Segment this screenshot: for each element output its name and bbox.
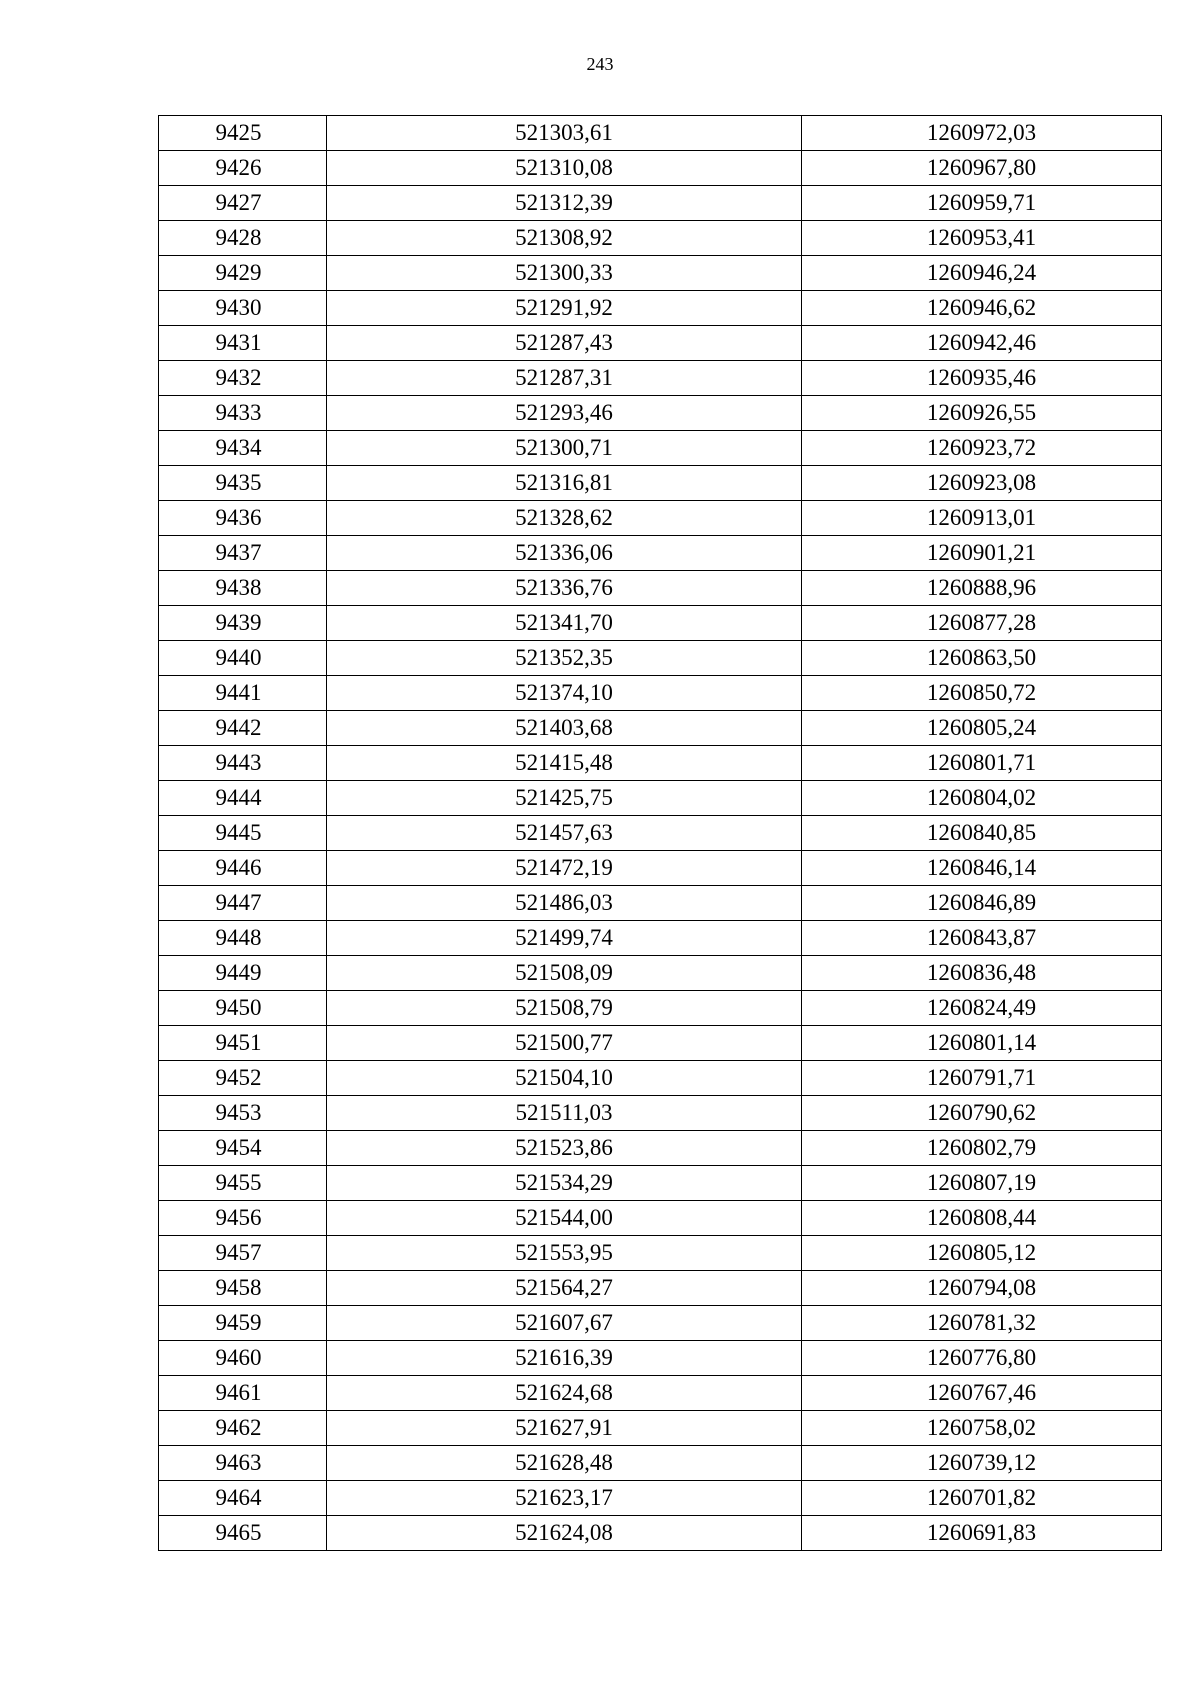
- point-number-cell: 9462: [159, 1411, 327, 1446]
- table-row: [159, 711, 1162, 746]
- table-row: [159, 1236, 1162, 1271]
- point-number-cell: 9452: [159, 1061, 327, 1096]
- y-coordinate-cell: 1260807,19: [802, 1166, 1162, 1201]
- point-number-cell: 9433: [159, 396, 327, 431]
- y-coordinate-cell: 1260790,62: [802, 1096, 1162, 1131]
- x-coordinate-cell: 521316,81: [327, 466, 802, 501]
- table-row: [159, 746, 1162, 781]
- y-coordinate-cell: 1260808,44: [802, 1201, 1162, 1236]
- point-number-cell: 9431: [159, 326, 327, 361]
- y-coordinate-cell: 1260824,49: [802, 991, 1162, 1026]
- x-coordinate-cell: 521508,09: [327, 956, 802, 991]
- point-number-cell: 9425: [159, 116, 327, 151]
- x-coordinate-cell: 521287,43: [327, 326, 802, 361]
- table-row: [159, 221, 1162, 256]
- table-row: [159, 1411, 1162, 1446]
- point-number-cell: 9458: [159, 1271, 327, 1306]
- table-row: [159, 396, 1162, 431]
- x-coordinate-cell: 521336,76: [327, 571, 802, 606]
- x-coordinate-cell: 521553,95: [327, 1236, 802, 1271]
- y-coordinate-cell: 1260781,32: [802, 1306, 1162, 1341]
- x-coordinate-cell: 521500,77: [327, 1026, 802, 1061]
- table-row: [159, 781, 1162, 816]
- x-coordinate-cell: 521352,35: [327, 641, 802, 676]
- y-coordinate-cell: 1260923,72: [802, 431, 1162, 466]
- y-coordinate-cell: 1260791,71: [802, 1061, 1162, 1096]
- point-number-cell: 9429: [159, 256, 327, 291]
- table-row: [159, 1376, 1162, 1411]
- point-number-cell: 9444: [159, 781, 327, 816]
- point-number-cell: 9450: [159, 991, 327, 1026]
- x-coordinate-cell: 521300,33: [327, 256, 802, 291]
- table-row: [159, 1446, 1162, 1481]
- point-number-cell: 9443: [159, 746, 327, 781]
- y-coordinate-cell: 1260942,46: [802, 326, 1162, 361]
- y-coordinate-cell: 1260946,24: [802, 256, 1162, 291]
- y-coordinate-cell: 1260901,21: [802, 536, 1162, 571]
- y-coordinate-cell: 1260843,87: [802, 921, 1162, 956]
- y-coordinate-cell: 1260691,83: [802, 1516, 1162, 1551]
- table-row: [159, 431, 1162, 466]
- table-row: [159, 956, 1162, 991]
- x-coordinate-cell: 521544,00: [327, 1201, 802, 1236]
- y-coordinate-cell: 1260972,03: [802, 116, 1162, 151]
- table-row: [159, 676, 1162, 711]
- y-coordinate-cell: 1260923,08: [802, 466, 1162, 501]
- table-row: [159, 991, 1162, 1026]
- table-row: [159, 326, 1162, 361]
- table-row: [159, 536, 1162, 571]
- x-coordinate-cell: 521511,03: [327, 1096, 802, 1131]
- table-row: [159, 151, 1162, 186]
- x-coordinate-cell: 521425,75: [327, 781, 802, 816]
- x-coordinate-cell: 521336,06: [327, 536, 802, 571]
- point-number-cell: 9437: [159, 536, 327, 571]
- coordinates-table: [158, 115, 1162, 1551]
- x-coordinate-cell: 521523,86: [327, 1131, 802, 1166]
- y-coordinate-cell: 1260846,89: [802, 886, 1162, 921]
- y-coordinate-cell: 1260840,85: [802, 816, 1162, 851]
- y-coordinate-cell: 1260805,24: [802, 711, 1162, 746]
- table-row: [159, 1516, 1162, 1551]
- table-row: [159, 1026, 1162, 1061]
- point-number-cell: 9436: [159, 501, 327, 536]
- x-coordinate-cell: 521300,71: [327, 431, 802, 466]
- y-coordinate-cell: 1260701,82: [802, 1481, 1162, 1516]
- table-row: [159, 466, 1162, 501]
- x-coordinate-cell: 521486,03: [327, 886, 802, 921]
- table-row: [159, 886, 1162, 921]
- table-row: [159, 361, 1162, 396]
- point-number-cell: 9448: [159, 921, 327, 956]
- point-number-cell: 9457: [159, 1236, 327, 1271]
- y-coordinate-cell: 1260801,71: [802, 746, 1162, 781]
- y-coordinate-cell: 1260946,62: [802, 291, 1162, 326]
- x-coordinate-cell: 521564,27: [327, 1271, 802, 1306]
- table-row: [159, 606, 1162, 641]
- point-number-cell: 9445: [159, 816, 327, 851]
- table-row: [159, 571, 1162, 606]
- table-row: [159, 921, 1162, 956]
- table-row: [159, 256, 1162, 291]
- coordinates-table-body: [159, 116, 1162, 1551]
- table-row: [159, 1481, 1162, 1516]
- point-number-cell: 9439: [159, 606, 327, 641]
- x-coordinate-cell: 521607,67: [327, 1306, 802, 1341]
- y-coordinate-cell: 1260836,48: [802, 956, 1162, 991]
- table-row: [159, 1166, 1162, 1201]
- x-coordinate-cell: 521627,91: [327, 1411, 802, 1446]
- x-coordinate-cell: 521312,39: [327, 186, 802, 221]
- y-coordinate-cell: 1260863,50: [802, 641, 1162, 676]
- point-number-cell: 9427: [159, 186, 327, 221]
- table-row: [159, 1341, 1162, 1376]
- y-coordinate-cell: 1260776,80: [802, 1341, 1162, 1376]
- table-row: [159, 816, 1162, 851]
- y-coordinate-cell: 1260926,55: [802, 396, 1162, 431]
- x-coordinate-cell: 521403,68: [327, 711, 802, 746]
- y-coordinate-cell: 1260888,96: [802, 571, 1162, 606]
- point-number-cell: 9461: [159, 1376, 327, 1411]
- y-coordinate-cell: 1260767,46: [802, 1376, 1162, 1411]
- point-number-cell: 9449: [159, 956, 327, 991]
- point-number-cell: 9447: [159, 886, 327, 921]
- y-coordinate-cell: 1260913,01: [802, 501, 1162, 536]
- x-coordinate-cell: 521287,31: [327, 361, 802, 396]
- point-number-cell: 9460: [159, 1341, 327, 1376]
- x-coordinate-cell: 521308,92: [327, 221, 802, 256]
- x-coordinate-cell: 521303,61: [327, 116, 802, 151]
- y-coordinate-cell: 1260802,79: [802, 1131, 1162, 1166]
- y-coordinate-cell: 1260739,12: [802, 1446, 1162, 1481]
- y-coordinate-cell: 1260846,14: [802, 851, 1162, 886]
- x-coordinate-cell: 521293,46: [327, 396, 802, 431]
- table-row: [159, 1131, 1162, 1166]
- point-number-cell: 9455: [159, 1166, 327, 1201]
- point-number-cell: 9426: [159, 151, 327, 186]
- x-coordinate-cell: 521534,29: [327, 1166, 802, 1201]
- table-row: [159, 1096, 1162, 1131]
- point-number-cell: 9453: [159, 1096, 327, 1131]
- point-number-cell: 9446: [159, 851, 327, 886]
- x-coordinate-cell: 521508,79: [327, 991, 802, 1026]
- table-row: [159, 851, 1162, 886]
- x-coordinate-cell: 521623,17: [327, 1481, 802, 1516]
- y-coordinate-cell: 1260758,02: [802, 1411, 1162, 1446]
- point-number-cell: 9432: [159, 361, 327, 396]
- point-number-cell: 9428: [159, 221, 327, 256]
- table-row: [159, 1306, 1162, 1341]
- x-coordinate-cell: 521628,48: [327, 1446, 802, 1481]
- x-coordinate-cell: 521624,68: [327, 1376, 802, 1411]
- x-coordinate-cell: 521310,08: [327, 151, 802, 186]
- point-number-cell: 9464: [159, 1481, 327, 1516]
- point-number-cell: 9435: [159, 466, 327, 501]
- y-coordinate-cell: 1260805,12: [802, 1236, 1162, 1271]
- table-row: [159, 1271, 1162, 1306]
- x-coordinate-cell: 521457,63: [327, 816, 802, 851]
- point-number-cell: 9430: [159, 291, 327, 326]
- y-coordinate-cell: 1260877,28: [802, 606, 1162, 641]
- point-number-cell: 9465: [159, 1516, 327, 1551]
- point-number-cell: 9454: [159, 1131, 327, 1166]
- y-coordinate-cell: 1260804,02: [802, 781, 1162, 816]
- table-row: [159, 116, 1162, 151]
- x-coordinate-cell: 521291,92: [327, 291, 802, 326]
- point-number-cell: 9459: [159, 1306, 327, 1341]
- point-number-cell: 9440: [159, 641, 327, 676]
- table-row: [159, 501, 1162, 536]
- point-number-cell: 9434: [159, 431, 327, 466]
- table-row: [159, 1201, 1162, 1236]
- x-coordinate-cell: 521328,62: [327, 501, 802, 536]
- page-number: 243: [586, 54, 614, 74]
- point-number-cell: 9451: [159, 1026, 327, 1061]
- point-number-cell: 9463: [159, 1446, 327, 1481]
- y-coordinate-cell: 1260935,46: [802, 361, 1162, 396]
- point-number-cell: 9441: [159, 676, 327, 711]
- x-coordinate-cell: 521624,08: [327, 1516, 802, 1551]
- x-coordinate-cell: 521499,74: [327, 921, 802, 956]
- y-coordinate-cell: 1260801,14: [802, 1026, 1162, 1061]
- point-number-cell: 9438: [159, 571, 327, 606]
- y-coordinate-cell: 1260967,80: [802, 151, 1162, 186]
- x-coordinate-cell: 521415,48: [327, 746, 802, 781]
- table-row: [159, 1061, 1162, 1096]
- x-coordinate-cell: 521472,19: [327, 851, 802, 886]
- point-number-cell: 9442: [159, 711, 327, 746]
- y-coordinate-cell: 1260953,41: [802, 221, 1162, 256]
- x-coordinate-cell: 521504,10: [327, 1061, 802, 1096]
- table-row: [159, 186, 1162, 221]
- point-number-cell: 9456: [159, 1201, 327, 1236]
- y-coordinate-cell: 1260794,08: [802, 1271, 1162, 1306]
- y-coordinate-cell: 1260959,71: [802, 186, 1162, 221]
- x-coordinate-cell: 521616,39: [327, 1341, 802, 1376]
- table-row: [159, 291, 1162, 326]
- y-coordinate-cell: 1260850,72: [802, 676, 1162, 711]
- table-row: [159, 641, 1162, 676]
- x-coordinate-cell: 521341,70: [327, 606, 802, 641]
- x-coordinate-cell: 521374,10: [327, 676, 802, 711]
